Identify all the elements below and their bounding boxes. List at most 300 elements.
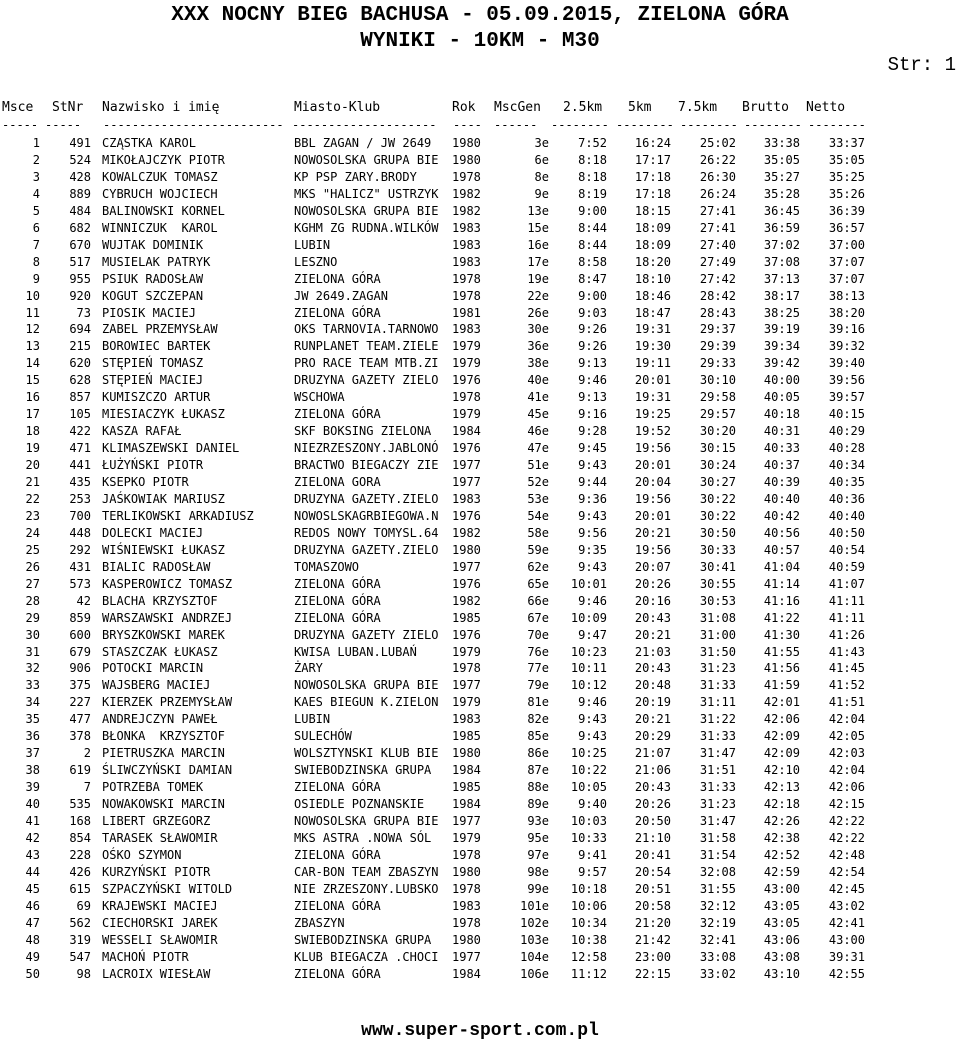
cell-year: 1979	[452, 407, 481, 422]
cell-time-netto: 39:16	[828, 322, 865, 337]
cell-time-brutto: 40:31	[763, 424, 800, 439]
cell-time-brutto: 38:25	[763, 305, 800, 320]
cell-split-5km: 18:09	[634, 220, 671, 235]
table-row	[0, 660, 960, 677]
cell-split-2-5km: 9:36	[578, 491, 607, 506]
cell-split-5km: 18:15	[634, 203, 671, 218]
col-msce: Msce	[2, 100, 34, 115]
cell-year: 1981	[452, 305, 481, 320]
cell-year: 1985	[452, 610, 481, 625]
cell-place: 36	[25, 729, 40, 744]
cell-time-netto: 39:56	[828, 373, 865, 388]
cell-place: 2	[32, 152, 40, 167]
cell-bib: 426	[69, 864, 91, 879]
cell-club: LUBIN	[294, 237, 331, 252]
cell-year: 1979	[452, 830, 481, 845]
cell-place: 4	[32, 186, 40, 201]
cell-split-7-5km: 27:49	[699, 254, 736, 269]
cell-club: NOWOSOLSKA GRUPA BIE	[294, 678, 439, 693]
cell-split-5km: 21:06	[634, 763, 671, 778]
cell-gen-place: 16e	[527, 237, 549, 252]
cell-club: ŻARY	[294, 661, 323, 676]
cell-club: ZIELONA GÓRA	[294, 966, 381, 981]
col-5km: 5km	[628, 100, 652, 115]
cell-runner-name: KSEPKO PIOTR	[102, 475, 189, 489]
cell-gen-place: 104e	[520, 949, 549, 964]
cell-split-2-5km: 9:43	[578, 729, 607, 744]
cell-split-7-5km: 31:55	[699, 881, 736, 896]
cell-time-brutto: 42:13	[763, 780, 800, 795]
cell-bib: 600	[69, 627, 91, 642]
cell-gen-place: 46e	[527, 424, 549, 439]
cell-time-netto: 40:34	[828, 458, 865, 473]
cell-bib: 428	[69, 169, 91, 184]
table-row	[0, 152, 960, 169]
cell-time-netto: 39:32	[828, 339, 865, 354]
cell-time-netto: 40:36	[828, 491, 865, 506]
cell-time-brutto: 35:27	[763, 169, 800, 184]
cell-place: 13	[25, 339, 40, 354]
cell-time-brutto: 39:34	[763, 339, 800, 354]
cell-runner-name: BOROWIEC BARTEK	[102, 339, 211, 354]
cell-club: ZIELONA GÓRA	[294, 593, 381, 608]
cell-year: 1977	[452, 475, 481, 489]
table-row	[0, 576, 960, 593]
cell-place: 29	[25, 610, 40, 625]
cell-time-brutto: 40:18	[763, 407, 800, 422]
cell-time-brutto: 41:56	[763, 661, 800, 676]
table-row	[0, 932, 960, 949]
table-row	[0, 389, 960, 406]
cell-split-7-5km: 31:50	[699, 644, 736, 659]
cell-bib: 628	[69, 373, 91, 388]
cell-club: BRACTWO BIEGACZY ZIE	[294, 458, 439, 473]
cell-place: 28	[25, 593, 40, 608]
cell-place: 12	[25, 322, 40, 337]
table-row	[0, 813, 960, 830]
cell-runner-name: ŚLIWCZYŃSKI DAMIAN	[102, 763, 233, 778]
cell-gen-place: 47e	[527, 441, 549, 456]
cell-runner-name: POTRZEBA TOMEK	[102, 780, 204, 795]
cell-bib: 105	[69, 407, 91, 422]
cell-split-7-5km: 30:41	[699, 559, 736, 574]
cell-split-5km: 19:56	[634, 542, 671, 557]
cell-gen-place: 19e	[527, 271, 549, 286]
cell-club: MKS "HALICZ" USTRZYK	[294, 186, 439, 201]
cell-gen-place: 54e	[527, 508, 549, 523]
cell-split-5km: 23:00	[634, 949, 671, 964]
cell-split-5km: 22:15	[634, 966, 671, 981]
cell-gen-place: 52e	[527, 475, 549, 489]
cell-club: REDOS NOWY TOMYSL.64	[294, 525, 439, 540]
cell-time-brutto: 43:05	[763, 898, 800, 913]
cell-club: OSIEDLE POZNANSKIE	[294, 797, 425, 812]
cell-gen-place: 9e	[534, 186, 549, 201]
cell-place: 44	[25, 864, 40, 879]
cell-split-2-5km: 10:33	[570, 830, 607, 845]
cell-runner-name: MIESIACZYK ŁUKASZ	[102, 407, 225, 422]
cell-time-brutto: 36:45	[763, 203, 800, 218]
cell-year: 1980	[452, 932, 481, 947]
cell-bib: 471	[69, 441, 91, 456]
cell-year: 1978	[452, 169, 481, 184]
table-row	[0, 745, 960, 762]
cell-gen-place: 89e	[527, 797, 549, 812]
cell-place: 43	[25, 847, 40, 862]
cell-place: 48	[25, 932, 40, 947]
cell-time-netto: 41:52	[828, 678, 865, 693]
cell-time-brutto: 37:02	[763, 237, 800, 252]
cell-split-7-5km: 33:08	[699, 949, 736, 964]
cell-place: 21	[25, 475, 40, 489]
cell-split-2-5km: 9:41	[578, 847, 607, 862]
cell-bib: 694	[69, 322, 91, 337]
cell-runner-name: ANDREJCZYN PAWEŁ	[102, 712, 218, 727]
cell-time-netto: 43:00	[828, 932, 865, 947]
cell-time-brutto: 40:05	[763, 390, 800, 405]
cell-time-brutto: 40:37	[763, 458, 800, 473]
cell-time-netto: 35:25	[828, 169, 865, 184]
cell-gen-place: 97e	[527, 847, 549, 862]
sep: --------------------	[292, 118, 437, 132]
cell-runner-name: PIETRUSZKA MARCIN	[102, 746, 225, 761]
cell-split-5km: 18:47	[634, 305, 671, 320]
table-row	[0, 406, 960, 423]
cell-time-brutto: 41:22	[763, 610, 800, 625]
table-row	[0, 559, 960, 576]
cell-place: 33	[25, 678, 40, 693]
cell-split-5km: 20:50	[634, 814, 671, 828]
cell-club: ZIELONA GÓRA	[294, 305, 381, 320]
cell-split-2-5km: 8:18	[578, 152, 607, 167]
cell-gen-place: 65e	[527, 576, 549, 591]
cell-time-netto: 41:26	[828, 627, 865, 642]
cell-bib: 441	[69, 458, 91, 473]
table-row	[0, 881, 960, 898]
cell-time-netto: 43:02	[828, 898, 865, 913]
cell-club: ZIELONA GÓRA	[294, 407, 381, 422]
cell-time-brutto: 40:00	[763, 373, 800, 388]
cell-time-brutto: 41:04	[763, 559, 800, 574]
table-row	[0, 525, 960, 542]
cell-bib: 431	[69, 559, 91, 574]
cell-club: KWISA LUBAN.LUBAŃ	[294, 644, 417, 659]
cell-time-brutto: 43:06	[763, 932, 800, 947]
cell-time-netto: 42:55	[828, 966, 865, 981]
sep: -------------------------	[103, 118, 284, 132]
cell-split-2-5km: 9:43	[578, 458, 607, 473]
cell-gen-place: 101e	[520, 898, 549, 913]
cell-split-2-5km: 9:43	[578, 559, 607, 574]
cell-place: 31	[25, 644, 40, 659]
cell-split-7-5km: 30:33	[699, 542, 736, 557]
cell-bib: 670	[69, 237, 91, 252]
cell-time-netto: 35:26	[828, 186, 865, 201]
cell-club: ZIELONA GÓRA	[294, 271, 381, 286]
cell-place: 42	[25, 830, 40, 845]
cell-split-2-5km: 8:19	[578, 186, 607, 201]
col-netto: Netto	[806, 100, 846, 115]
cell-runner-name: LIBERT GRZEGORZ	[102, 814, 211, 828]
table-row	[0, 711, 960, 728]
cell-place: 17	[25, 407, 40, 422]
cell-club: RUNPLANET TEAM.ZIELE	[294, 339, 439, 354]
cell-gen-place: 13e	[527, 203, 549, 218]
cell-time-netto: 37:07	[828, 254, 865, 269]
cell-year: 1978	[452, 271, 481, 286]
cell-split-2-5km: 9:46	[578, 373, 607, 388]
cell-split-2-5km: 8:18	[578, 169, 607, 184]
cell-year: 1984	[452, 966, 481, 981]
cell-year: 1982	[452, 593, 481, 608]
cell-split-7-5km: 30:15	[699, 441, 736, 456]
cell-runner-name: BLACHA KRZYSZTOF	[102, 593, 218, 608]
cell-place: 7	[32, 237, 40, 252]
cell-split-2-5km: 8:44	[578, 237, 607, 252]
cell-club: LESZNO	[294, 254, 338, 269]
cell-time-netto: 42:41	[828, 915, 865, 930]
cell-split-2-5km: 7:52	[578, 136, 607, 150]
cell-year: 1983	[452, 254, 481, 269]
cell-split-2-5km: 11:12	[570, 966, 607, 981]
col-2-5km: 2.5km	[563, 100, 603, 115]
cell-year: 1980	[452, 136, 481, 150]
cell-place: 26	[25, 559, 40, 574]
table-row	[0, 321, 960, 338]
col-brutto: Brutto	[742, 100, 789, 115]
cell-place: 49	[25, 949, 40, 964]
cell-year: 1980	[452, 864, 481, 879]
cell-place: 50	[25, 966, 40, 981]
cell-split-2-5km: 9:00	[578, 203, 607, 218]
cell-year: 1977	[452, 814, 481, 828]
cell-bib: 168	[69, 814, 91, 828]
table-row	[0, 237, 960, 254]
cell-place: 14	[25, 356, 40, 371]
cell-split-2-5km: 10:34	[570, 915, 607, 930]
table-row	[0, 186, 960, 203]
cell-gen-place: 41e	[527, 390, 549, 405]
cell-bib: 857	[69, 390, 91, 405]
cell-split-5km: 19:56	[634, 491, 671, 506]
table-row	[0, 542, 960, 559]
cell-place: 41	[25, 814, 40, 828]
cell-runner-name: TARASEK SŁAWOMIR	[102, 830, 218, 845]
cell-year: 1978	[452, 288, 481, 303]
cell-split-7-5km: 31:00	[699, 627, 736, 642]
cell-runner-name: KIERZEK PRZEMYSŁAW	[102, 695, 233, 710]
cell-time-netto: 42:06	[828, 780, 865, 795]
cell-time-brutto: 42:10	[763, 763, 800, 778]
cell-split-7-5km: 31:33	[699, 780, 736, 795]
table-row	[0, 864, 960, 881]
cell-gen-place: 102e	[520, 915, 549, 930]
table-row	[0, 305, 960, 322]
table-row	[0, 677, 960, 694]
cell-time-netto: 42:48	[828, 847, 865, 862]
cell-split-5km: 21:20	[634, 915, 671, 930]
cell-gen-place: 106e	[520, 966, 549, 981]
cell-time-netto: 35:05	[828, 152, 865, 167]
cell-bib: 679	[69, 644, 91, 659]
cell-club: KLUB BIEGACZA .CHOCI	[294, 949, 439, 964]
cell-place: 23	[25, 508, 40, 523]
cell-split-7-5km: 27:40	[699, 237, 736, 252]
cell-time-brutto: 42:18	[763, 797, 800, 812]
cell-place: 1	[32, 136, 40, 150]
cell-time-netto: 33:37	[828, 136, 865, 150]
cell-place: 30	[25, 627, 40, 642]
cell-time-brutto: 38:17	[763, 288, 800, 303]
cell-split-7-5km: 30:10	[699, 373, 736, 388]
cell-gen-place: 38e	[527, 356, 549, 371]
col-mscgen: MscGen	[494, 100, 541, 115]
cell-split-7-5km: 31:33	[699, 729, 736, 744]
cell-gen-place: 88e	[527, 780, 549, 795]
cell-runner-name: WINNICZUK KAROL	[102, 220, 218, 235]
cell-bib: 615	[69, 881, 91, 896]
cell-split-5km: 20:43	[634, 780, 671, 795]
cell-runner-name: MACHOŃ PIOTR	[102, 949, 189, 964]
cell-gen-place: 86e	[527, 746, 549, 761]
cell-runner-name: KUMISZCZO ARTUR	[102, 390, 211, 405]
cell-club: NOWOSLSKAGRBIEGOWA.N	[294, 508, 439, 523]
cell-runner-name: KLIMASZEWSKI DANIEL	[102, 441, 240, 456]
cell-gen-place: 81e	[527, 695, 549, 710]
cell-split-7-5km: 31:23	[699, 661, 736, 676]
table-row	[0, 915, 960, 932]
cell-time-brutto: 41:16	[763, 593, 800, 608]
cell-year: 1976	[452, 627, 481, 642]
cell-time-brutto: 42:59	[763, 864, 800, 879]
cell-gen-place: 62e	[527, 559, 549, 574]
cell-split-2-5km: 9:40	[578, 797, 607, 812]
cell-gen-place: 22e	[527, 288, 549, 303]
cell-bib: 889	[69, 186, 91, 201]
cell-runner-name: ZABEL PRZEMYSŁAW	[102, 322, 218, 337]
cell-bib: 955	[69, 271, 91, 286]
cell-split-7-5km: 25:02	[699, 136, 736, 150]
col-name: Nazwisko i imię	[102, 100, 220, 115]
cell-split-7-5km: 30:53	[699, 593, 736, 608]
cell-bib: 620	[69, 356, 91, 371]
cell-club: JW 2649.ZAGAN	[294, 288, 388, 303]
cell-split-7-5km: 32:19	[699, 915, 736, 930]
cell-time-netto: 39:31	[828, 949, 865, 964]
cell-split-7-5km: 26:24	[699, 186, 736, 201]
cell-year: 1979	[452, 356, 481, 371]
cell-gen-place: 53e	[527, 491, 549, 506]
cell-bib: 2	[83, 746, 91, 761]
table-row	[0, 220, 960, 237]
cell-club: DRUZYNA GAZETY ZIELO	[294, 373, 439, 388]
cell-gen-place: 93e	[527, 814, 549, 828]
col-club: Miasto-Klub	[294, 100, 381, 115]
cell-split-5km: 20:21	[634, 525, 671, 540]
cell-split-5km: 21:42	[634, 932, 671, 947]
cell-split-2-5km: 9:56	[578, 525, 607, 540]
cell-time-netto: 41:43	[828, 644, 865, 659]
cell-place: 11	[25, 305, 40, 320]
cell-split-2-5km: 10:22	[570, 763, 607, 778]
cell-place: 18	[25, 424, 40, 439]
sep: -----	[45, 118, 82, 132]
cell-time-netto: 37:07	[828, 271, 865, 286]
cell-club: PRO RACE TEAM MTB.ZI	[294, 356, 439, 371]
cell-time-brutto: 37:13	[763, 271, 800, 286]
cell-gen-place: 82e	[527, 712, 549, 727]
cell-place: 6	[32, 220, 40, 235]
cell-split-5km: 19:52	[634, 424, 671, 439]
cell-time-netto: 42:22	[828, 814, 865, 828]
cell-split-5km: 19:31	[634, 322, 671, 337]
cell-split-7-5km: 33:02	[699, 966, 736, 981]
cell-split-5km: 18:46	[634, 288, 671, 303]
cell-club: ZIELONA GÓRA	[294, 610, 381, 625]
cell-club: WSCHOWA	[294, 390, 345, 405]
cell-split-7-5km: 27:42	[699, 271, 736, 286]
cell-club: DRUZYNA GAZETY.ZIELO	[294, 542, 439, 557]
cell-bib: 491	[69, 136, 91, 150]
cell-club: KAES BIEGUN K.ZIELON	[294, 695, 439, 710]
cell-club: ZIELONA GÓRA	[294, 898, 381, 913]
cell-time-netto: 40:15	[828, 407, 865, 422]
cell-gen-place: 45e	[527, 407, 549, 422]
cell-split-2-5km: 10:09	[570, 610, 607, 625]
cell-runner-name: BALINOWSKI KORNEL	[102, 203, 225, 218]
cell-year: 1983	[452, 322, 481, 337]
sep: --------	[680, 118, 738, 132]
cell-split-5km: 19:31	[634, 390, 671, 405]
cell-time-brutto: 43:10	[763, 966, 800, 981]
cell-bib: 319	[69, 932, 91, 947]
cell-runner-name: BŁONKA KRZYSZTOF	[102, 729, 225, 744]
cell-time-netto: 41:51	[828, 695, 865, 710]
cell-runner-name: CYBRUCH WOJCIECH	[102, 186, 218, 201]
cell-split-7-5km: 32:41	[699, 932, 736, 947]
cell-split-2-5km: 8:47	[578, 271, 607, 286]
cell-runner-name: BRYSZKOWSKI MAREK	[102, 627, 225, 642]
cell-year: 1983	[452, 712, 481, 727]
cell-runner-name: NOWAKOWSKI MARCIN	[102, 797, 225, 812]
cell-runner-name: MIKOŁAJCZYK PIOTR	[102, 152, 225, 167]
cell-runner-name: CZĄSTKA KAROL	[102, 136, 196, 150]
cell-split-7-5km: 27:41	[699, 220, 736, 235]
cell-split-7-5km: 29:37	[699, 322, 736, 337]
cell-time-netto: 40:29	[828, 424, 865, 439]
cell-time-netto: 36:39	[828, 203, 865, 218]
cell-bib: 228	[69, 847, 91, 862]
cell-split-2-5km: 10:11	[570, 661, 607, 676]
cell-club: ZIELONA GÓRA	[294, 847, 381, 862]
cell-runner-name: CIECHORSKI JAREK	[102, 915, 218, 930]
cell-split-7-5km: 31:51	[699, 763, 736, 778]
cell-split-2-5km: 8:58	[578, 254, 607, 269]
cell-split-5km: 17:18	[634, 186, 671, 201]
cell-club: KGHM ZG RUDNA.WILKÓW	[294, 220, 439, 235]
cell-year: 1980	[452, 152, 481, 167]
cell-split-5km: 20:41	[634, 847, 671, 862]
table-row	[0, 610, 960, 627]
cell-year: 1979	[452, 644, 481, 659]
cell-year: 1976	[452, 576, 481, 591]
cell-gen-place: 76e	[527, 644, 549, 659]
cell-gen-place: 36e	[527, 339, 549, 354]
cell-runner-name: JAŚKOWIAK MARIUSZ	[102, 491, 225, 506]
cell-split-7-5km: 31:47	[699, 746, 736, 761]
cell-place: 16	[25, 390, 40, 405]
cell-time-netto: 40:50	[828, 525, 865, 540]
